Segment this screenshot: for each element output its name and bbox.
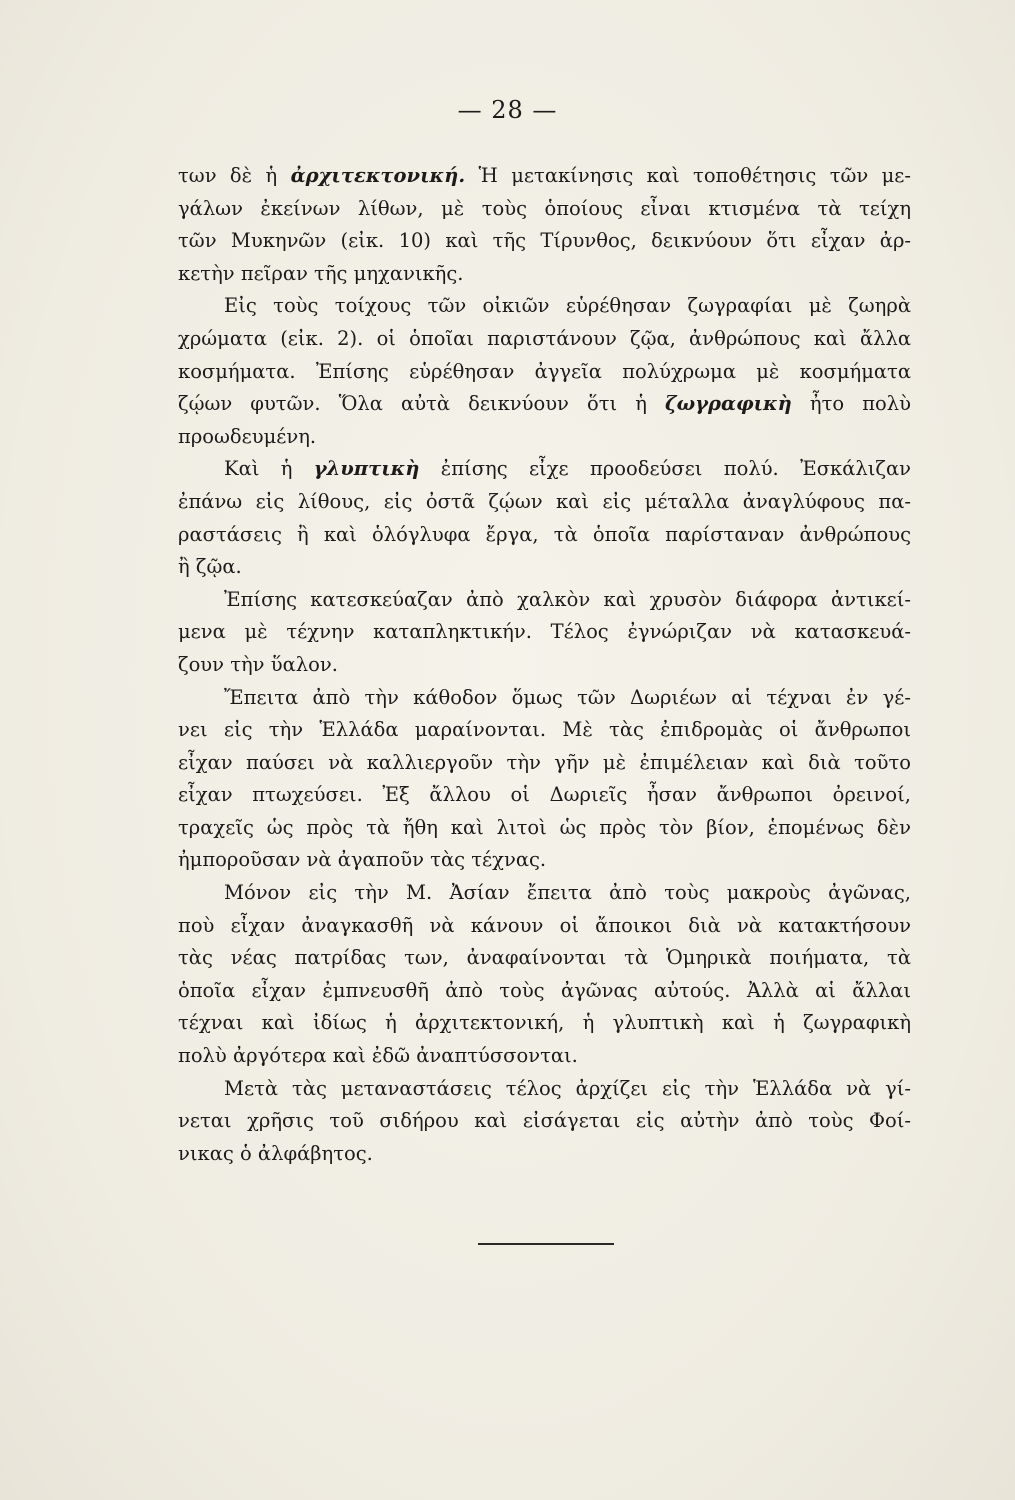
text-line: κετὴν πεῖραν τῆς μηχανικῆς. (178, 261, 464, 285)
text-line: ὁποῖα εἶχαν ἐμπνευσθῆ ἀπὸ τοὺς ἀγῶνας αὐτούς. Ἀλλὰ αἱ ἄλλαι (178, 978, 911, 1002)
text-line: εἶχαν πτωχεύσει. Ἐξ ἄλλου οἱ Δωριεῖς ἦσαν ἄνθρωποι ὀρεινοί, (178, 783, 911, 807)
text-line: μενα μὲ τέχνην καταπληκτικήν. Τέλος ἐγνώριζαν νὰ κατασκευά- (178, 620, 911, 644)
text-line: νικας ὁ ἀλφάβητος. (178, 1141, 373, 1165)
text-line: ἢ ζῷα. (178, 555, 242, 579)
text-line: ραστάσεις ἢ καὶ ὁλόγλυφα ἔργα, τὰ ὁποῖα παρίσταναν ἀνθρώπους (178, 522, 911, 546)
text-line: Ἐπίσης κατεσκεύαζαν ἀπὸ χαλκὸν καὶ χρυσὸν διάφορα ἀντικεί- (224, 587, 911, 611)
text-line: τῶν Μυκηνῶν (εἰκ. 10) καὶ τῆς Τίρυνθος, δεικνύουν ὅτι εἶχαν ἀρ- (178, 229, 911, 253)
text-line: Μετὰ τὰς μεταναστάσεις τέλος ἀρχίζει εἰς τὴν Ἑλλάδα νὰ γί- (224, 1076, 911, 1100)
text-line: Μόνον εἰς τὴν Μ. Ἀσίαν ἔπειτα ἀπὸ τοὺς μακροὺς ἀγῶνας, (224, 881, 911, 905)
emphasized-term-architecture: ἀρχιτεκτονική. (290, 164, 466, 187)
text-line: ζῴων φυτῶν. Ὅλα αὐτὰ δεικνύουν ὅτι ἡ ζωγραφικὴ ἦτο πολὺ (178, 392, 911, 416)
section-end-rule (478, 1243, 614, 1245)
body-text (178, 160, 911, 1170)
text-line: ζουν τὴν ὕαλον. (178, 652, 338, 676)
text-line: ἠμποροῦσαν νὰ ἀγαποῦν τὰς τέχνας. (178, 848, 547, 872)
text-line: των δὲ ἡ ἀρχιτεκτονική. Ἡ μετακίνησις καὶ τοποθέτησις τῶν με- (178, 164, 911, 187)
page-number: — 28 — (457, 96, 558, 124)
text-line: ποὺ εἶχαν ἀναγκασθῆ νὰ κάνουν οἱ ἄποικοι διὰ νὰ κατακτήσουν (178, 913, 911, 937)
text-line: νει εἰς τὴν Ἑλλάδα μαραίνονται. Μὲ τὰς ἐπιδρομὰς οἱ ἄνθρωποι (178, 718, 911, 742)
text-line: προωδευμένη. (178, 424, 317, 448)
emphasized-term-painting: ζωγραφικὴ (665, 392, 792, 416)
text-line: χρώματα (εἰκ. 2). οἱ ὁποῖαι παριστάνουν ζῷα, ἀνθρώπους καὶ ἄλλα (178, 326, 911, 350)
text-line: γάλων ἐκείνων λίθων, μὲ τοὺς ὁποίους εἶναι κτισμένα τὰ τείχη (178, 196, 911, 220)
text-line: νεται χρῆσις τοῦ σιδήρου καὶ εἰσάγεται εἰς αὐτὴν ἀπὸ τοὺς Φοί- (178, 1109, 911, 1133)
text-line: Ἔπειτα ἀπὸ τὴν κάθοδον ὅμως τῶν Δωριέων αἱ τέχναι ἐν γέ- (224, 685, 911, 709)
text-line: Καὶ ἡ γλυπτικὴ ἐπίσης εἶχε προοδεύσει πολύ. Ἐσκάλιζαν (224, 457, 911, 481)
text-line: τέχναι καὶ ἰδίως ἡ ἀρχιτεκτονική, ἡ γλυπτικὴ καὶ ἡ ζωγραφικὴ (178, 1011, 911, 1035)
text-line: εἶχαν παύσει νὰ καλλιεργοῦν τὴν γῆν μὲ ἐπιμέλειαν καὶ διὰ τοῦτο (178, 750, 911, 774)
text-line: Εἰς τοὺς τοίχους τῶν οἰκιῶν εὑρέθησαν ζωγραφίαι μὲ ζωηρὰ (224, 294, 911, 318)
text-line: κοσμήματα. Ἐπίσης εὑρέθησαν ἀγγεῖα πολύχρωμα μὲ κοσμήματα (178, 359, 911, 383)
text-line: πολὺ ἀργότερα καὶ ἐδῶ ἀναπτύσσονται. (178, 1044, 578, 1068)
text-line: τὰς νέας πατρίδας των, ἀναφαίνονται τὰ Ὁμηρικὰ ποιήματα, τὰ (178, 946, 911, 970)
emphasized-term-sculpture: γλυπτικὴ (313, 457, 420, 481)
text-line: ἐπάνω εἰς λίθους, εἰς ὀστᾶ ζῴων καὶ εἰς μέταλλα ἀναγλύφους πα- (178, 489, 911, 513)
text-line: τραχεῖς ὡς πρὸς τὰ ἤθη καὶ λιτοὶ ὡς πρὸς τὸν βίον, ἑπομένως δὲν (178, 815, 911, 839)
